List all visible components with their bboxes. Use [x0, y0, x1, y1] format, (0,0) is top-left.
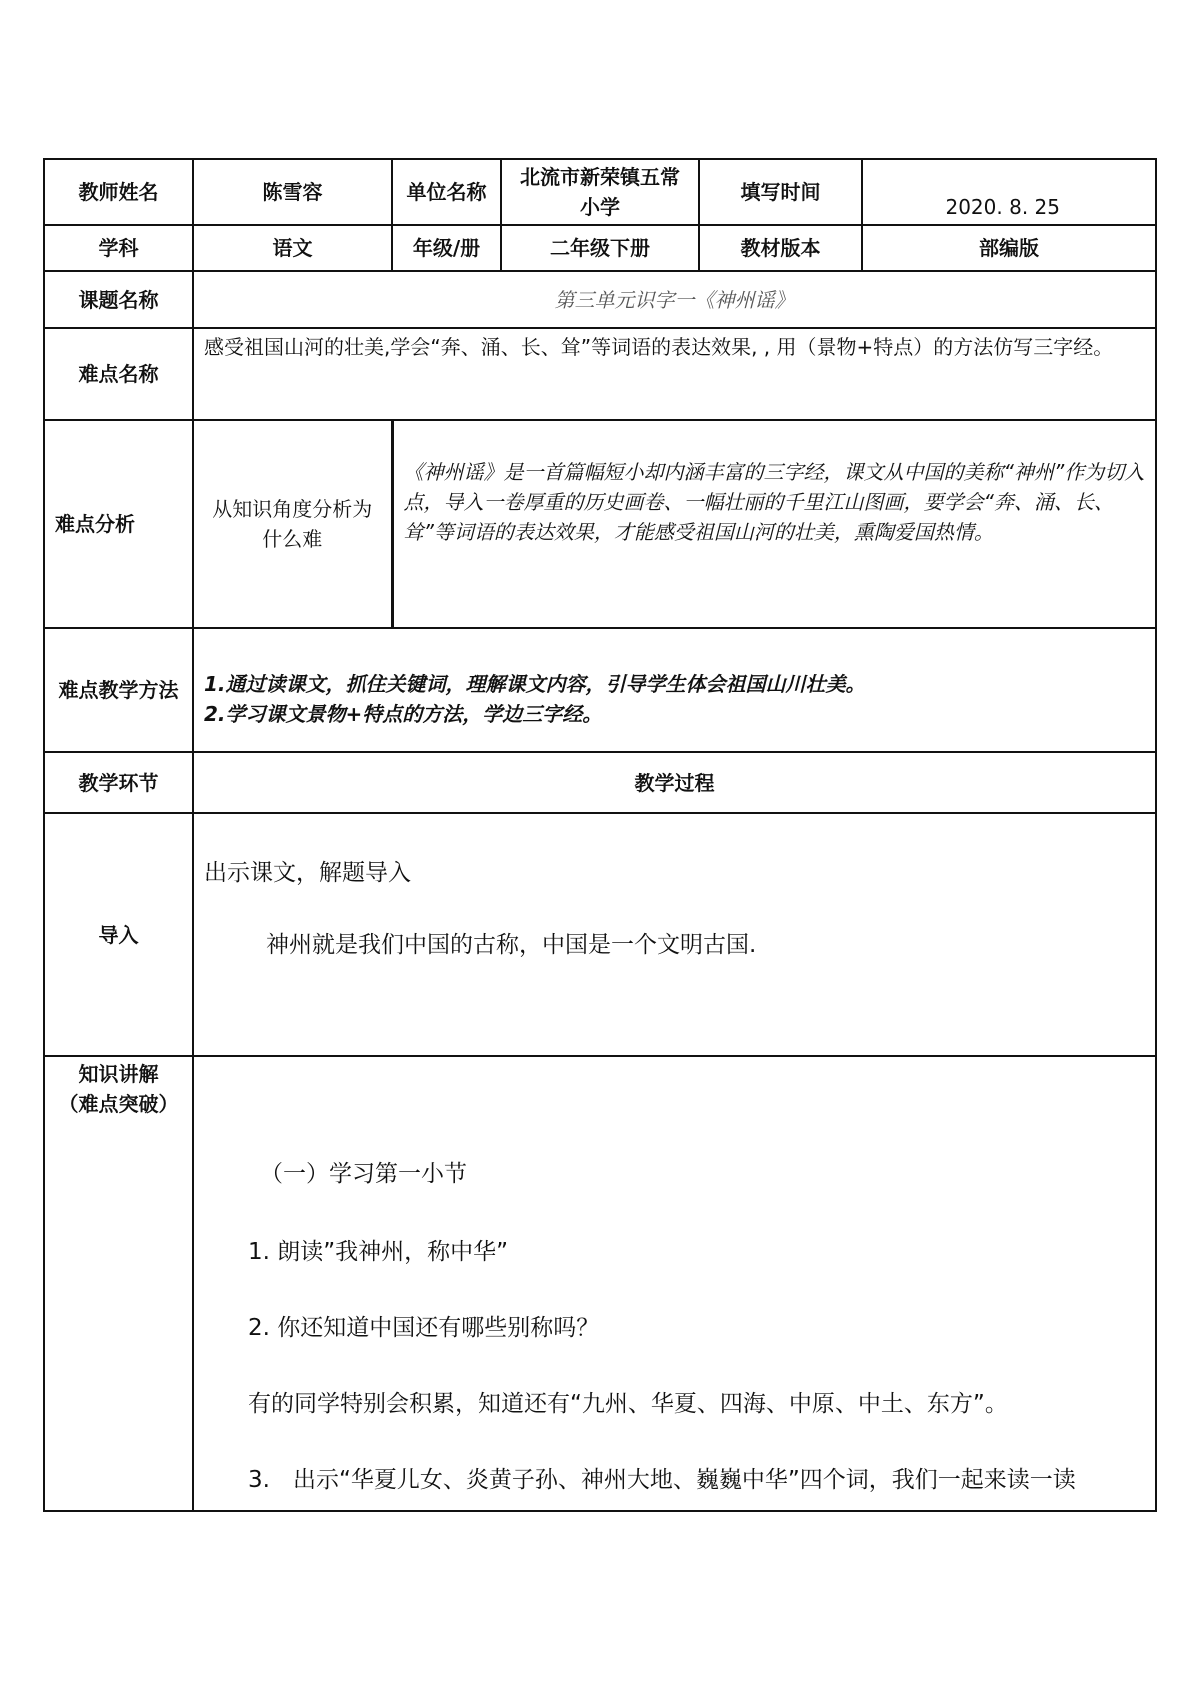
difficulty-row	[44, 328, 1156, 420]
knowledge-p5: 3. 出示“华夏儿女、炎黄子孙、神州大地、巍巍中华”四个词，我们一起来读一读	[248, 1467, 1076, 1493]
analysis-text: 《神州谣》是一首篇幅短小却内涵丰富的三字经，课文从中国的美称“神州”作为切入点，导入一卷厚重的历史画卷、一幅壮丽的千里江山图画，要学会“奔、涌、长、耸”等词语的表达效果，才能感受祖国山河的壮美，熏陶爱国热情。	[392, 420, 1156, 628]
knowledge-row	[44, 1056, 1156, 1511]
knowledge-label	[44, 1056, 193, 1511]
header-row-2	[44, 225, 1156, 271]
method-text	[193, 628, 1156, 752]
process-label: 教学过程	[193, 752, 1156, 813]
edition-value: 部编版	[862, 225, 1156, 271]
knowledge-p1: （一）学习第一小节	[260, 1161, 467, 1187]
unit-name: 北流市新荣镇五常小学	[501, 159, 699, 225]
subject-label: 学科	[44, 225, 193, 271]
intro-content	[193, 813, 1156, 1056]
intro-line-1: 出示课文，解题导入	[204, 860, 411, 886]
intro-line-2: 神州就是我们中国的古称，中国是一个文明古国.	[266, 932, 757, 958]
knowledge-label-line-2: （难点突破）	[58, 1092, 179, 1116]
fill-date: 2020. 8. 25	[862, 159, 1156, 225]
grade-label: 年级/册	[392, 225, 501, 271]
lesson-plan-table	[43, 158, 1157, 1512]
knowledge-p2: 1. 朗读”我神州，称中华”	[248, 1239, 509, 1265]
knowledge-label-line-1: 知识讲解	[78, 1062, 159, 1086]
unit-label: 单位名称	[392, 159, 501, 225]
process-header-row	[44, 752, 1156, 813]
topic-value: 第三单元识字一《神州谣》	[193, 271, 1156, 328]
method-label: 难点教学方法	[44, 628, 193, 752]
analysis-row	[44, 420, 1156, 628]
knowledge-p3: 2. 你还知道中国还有哪些别称吗？	[248, 1315, 600, 1341]
teacher-name: 陈雪容	[193, 159, 392, 225]
knowledge-p4: 有的同学特别会积累，知道还有“九州、华夏、四海、中原、中土、东方”。	[248, 1391, 1008, 1417]
header-row-1	[44, 159, 1156, 225]
knowledge-content	[193, 1056, 1156, 1511]
analysis-sub-label: 从知识角度分析为什么难	[193, 420, 392, 628]
intro-label: 导入	[44, 813, 193, 1056]
difficulty-label: 难点名称	[44, 328, 193, 420]
method-line-2: 2.学习课文景物+特点的方法，学边三字经。	[204, 702, 603, 726]
analysis-label: 难点分析	[44, 420, 193, 628]
method-row	[44, 628, 1156, 752]
date-label: 填写时间	[699, 159, 862, 225]
intro-row	[44, 813, 1156, 1056]
topic-label: 课题名称	[44, 271, 193, 328]
stage-label: 教学环节	[44, 752, 193, 813]
difficulty-value: 感受祖国山河的壮美,学会“奔、涌、长、耸”等词语的表达效果, , 用（景物+特点）的方法仿写三字经。	[193, 328, 1156, 420]
subject-value: 语文	[193, 225, 392, 271]
teacher-label: 教师姓名	[44, 159, 193, 225]
topic-row	[44, 271, 1156, 328]
edition-label: 教材版本	[699, 225, 862, 271]
method-line-1: 1.通过读课文，抓住关键词，理解课文内容，引导学生体会祖国山川壮美。	[204, 672, 866, 696]
grade-value: 二年级下册	[501, 225, 699, 271]
